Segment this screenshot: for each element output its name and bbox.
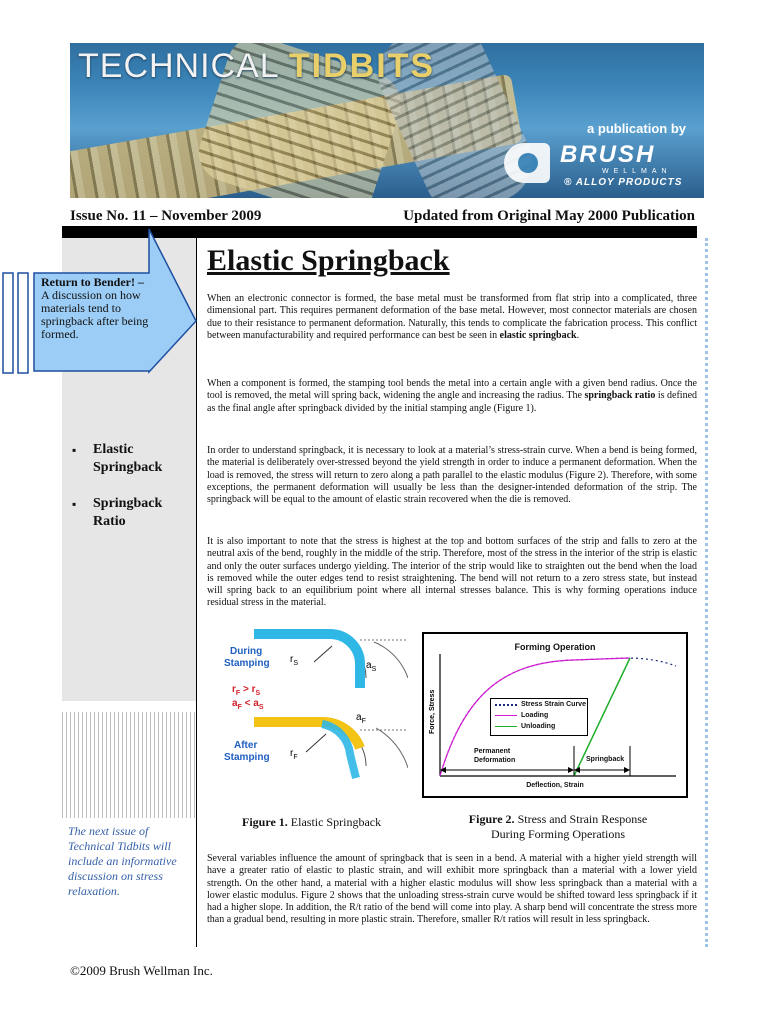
- copyright-footer: ©2009 Brush Wellman Inc.: [70, 963, 213, 978]
- article-heading: Elastic Springback: [207, 244, 450, 277]
- fig2-xlabel: Deflection, Strain: [526, 782, 584, 789]
- paragraph-5: Several variables influence the amount of springback that is seen in a bend. A material with a higher yield strength will have a greater ratio of elastic to plastic strain, and will exhibit more springback than a material with a lower yield strength. On the other hand, a material with a higher elastic modulus will show less springback than a material with a lower elastic modulus. Figure 2 shows that the unloading stress-strain curve would be shifted toward less springback if it had a higher slope. In addition, the R/t ratio of the bend will come into play. A sharp bend will concentrate the stress more than a gradual bend, resulting in more plastic strain. Therefore, smaller R/t ratios will result in less springback.: [207, 853, 697, 926]
- fig2-permanent-label: Permanent: [474, 748, 511, 755]
- logo-subtitle: WELLMAN: [602, 168, 672, 175]
- fig1-as-label: $a_S$: [366, 660, 377, 673]
- logo-mark-icon: [504, 143, 550, 183]
- fig2-ylabel: Force, Stress: [429, 689, 436, 734]
- sidebar-hatch-decoration: [62, 712, 196, 818]
- right-dotted-border: [705, 238, 708, 947]
- brush-wellman-logo: [504, 139, 690, 191]
- figure-2-chart: [422, 632, 688, 798]
- header-banner: [70, 43, 704, 198]
- fig1-after-label: After: [234, 740, 258, 751]
- issue-updated: Updated from Original May 2000 Publication: [403, 208, 695, 224]
- callout-body: A discussion on how materials tend to springback after being formed.: [41, 288, 149, 341]
- newsletter-title: TECHNICAL TIDBITS: [78, 47, 436, 85]
- figure-2-caption: Figure 2. Stress and Strain Response During Forming Operations: [468, 812, 648, 841]
- legend-item: Loading: [491, 710, 587, 721]
- fig1-during-label: During: [230, 646, 263, 657]
- legend-swatch: [495, 704, 517, 706]
- fig1-af-label: $a_F$: [356, 712, 366, 725]
- fig2-title: Forming Operation: [514, 642, 596, 652]
- fig1-radius-inequality: $r_F > r_S$: [232, 684, 261, 697]
- fig2-legend: [490, 698, 588, 736]
- fig2-deformation-label: Deformation: [474, 757, 516, 764]
- fig1-stamping-label: Stamping: [224, 658, 270, 669]
- figure-1-caption: Figure 1. Elastic Springback: [242, 815, 382, 829]
- publication-label: a publication by: [587, 121, 686, 136]
- topic-list: [72, 441, 192, 549]
- fig1-stamping-label: Stamping: [224, 752, 270, 763]
- legend-swatch: [495, 715, 517, 716]
- fig1-angle-inequality: $a_F < a_S$: [232, 698, 264, 711]
- next-issue-note: The next issue of Technical Tidbits will include an informative discussion on stress relaxation.: [68, 824, 177, 898]
- fig1-rf-label: $r_F$: [290, 748, 298, 761]
- issue-number: Issue No. 11 – November 2009: [70, 208, 262, 224]
- legend-item: Unloading: [491, 721, 587, 732]
- legend-item: Stress Strain Curve: [491, 699, 587, 710]
- figure-1-diagram: [210, 628, 408, 812]
- paragraph-3: In order to understand springback, it is necessary to look at a material’s stress-strain curve. When a bend is being formed, the material is deliberately over-stressed beyond the yield strength in order to induce a permanent deformation. When the load is removed, the stress will return to zero along a path parallel to the elastic modulus (Figure 2). Therefore, with some exceptions, the permanent deformation will usually be less than the designer-intended deformation of the strip. The springback will be equal to the amount of elastic strain recovered when the die is removed.: [207, 445, 697, 506]
- topic-item: ▪ Elastic Springback: [72, 441, 192, 477]
- logo-brand: BRUSH: [560, 141, 656, 168]
- legend-swatch: [495, 726, 517, 727]
- paragraph-2: When a component is formed, the stamping tool bends the metal into a certain angle with a given bend radius. Once the tool is removed, the metal will spring back, widening the angle and increasing the radius. The springback ratio is defined as the final angle after springback divided by the initial stamping angle (Figure 1).: [207, 378, 698, 414]
- paragraph-4: It is also important to note that the stress is highest at the top and bottom surfaces of the strip and falls to zero at the neutral axis of the bend, roughly in the middle of the strip. Therefore, most of the stress in the interior of the strip is elastic and only the outer surfaces undergo yielding. The interior of the strip would like to straighten out the bend when the load is removed while the outer edges tend to resist straightening. The bend will not return to a zero stress state, but instead will spring back to an equilibrium point where all internal stresses balance. This is why forming operations induce residual stress in the material.: [207, 536, 697, 609]
- topic-item: ▪ Springback Ratio: [72, 495, 192, 531]
- logo-tagline: ® ALLOY PRODUCTS: [564, 177, 683, 188]
- paragraph-1: When an electronic connector is formed, the base metal must be transformed from flat strip into a complicated, three dimensional part. This requires permanent deformation of the base metal. However, most connector materials are chosen due to their resistance to permanent deformation. Naturally, this tends to complicate the fabrication process. This conflict between manufacturability and required performance can best be seen in elastic springback.: [207, 293, 697, 341]
- callout: [41, 276, 153, 341]
- fig2-springback-label: Springback: [586, 756, 625, 763]
- callout-title: Return to Bender! –: [41, 275, 144, 289]
- fig1-rs-label: $r_S$: [290, 654, 299, 667]
